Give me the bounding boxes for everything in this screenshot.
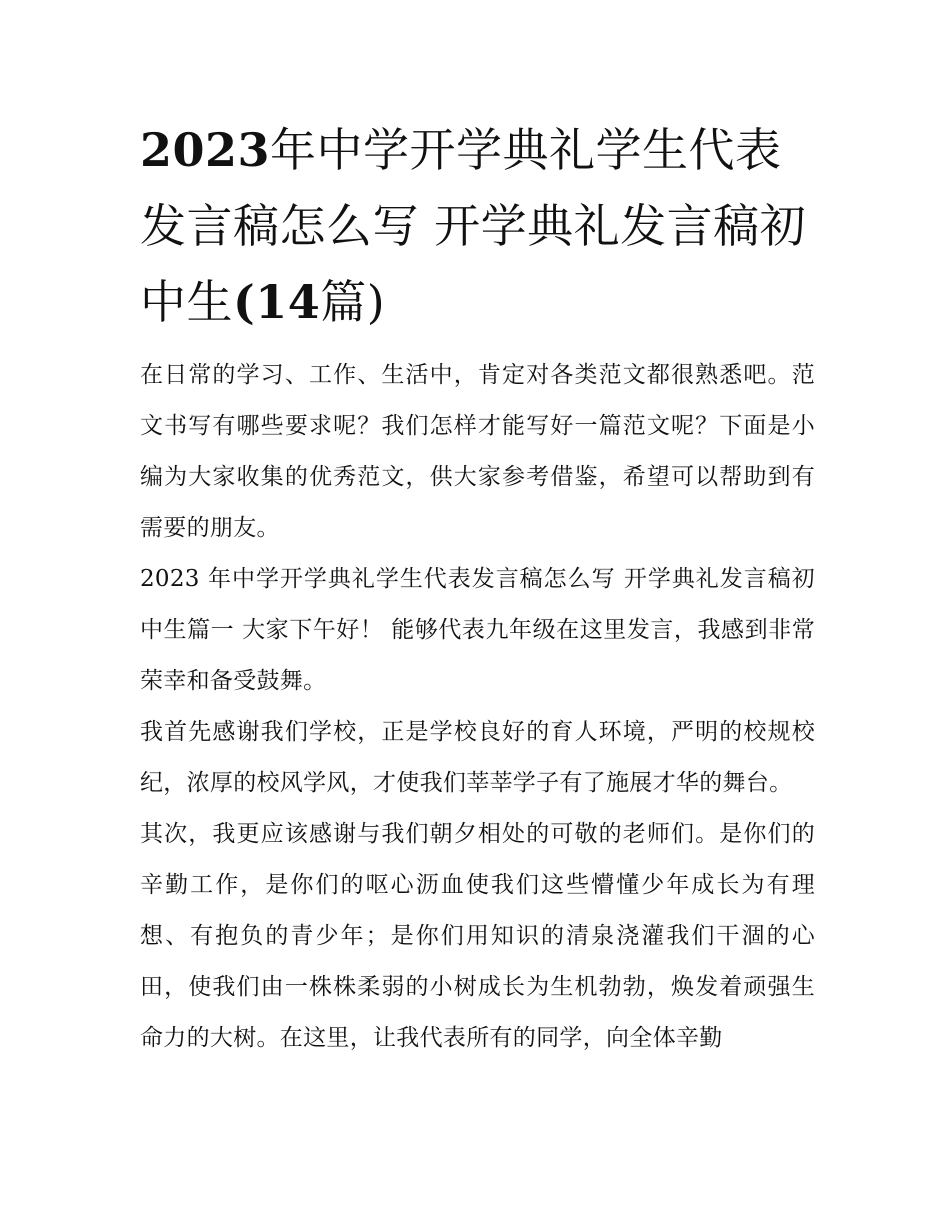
- title-text: 年中学开学典礼学生代表发言稿怎么写 开学典礼发言稿初中生: [140, 123, 807, 329]
- document-content: [140, 112, 815, 1064]
- thanks-school-paragraph: 我首先感谢我们学校，正是学校良好的育人环境，严明的校规校纪，浓厚的校风学风，才使我们莘莘学子有了施展才华的舞台。: [140, 719, 815, 796]
- title-year: 2023: [140, 123, 271, 177]
- thanks-teachers-paragraph: 其次，我更应该感谢与我们朝夕相处的可敬的老师们。是你们的辛勤工作，是你们的呕心沥血使我们这些懵懂少年成长为有理想、有抱负的青少年；是你们用知识的清泉浇灌我们干涸的心田，使我们由一株株柔弱的小树成长为生机勃勃，焕发着顽强生命力的大树。在这里，让我代表所有的同学，向全体辛勤: [140, 821, 815, 1051]
- intro-paragraph: 在日常的学习、工作、生活中，肯定对各类范文都很熟悉吧。范文书写有哪些要求呢？我们怎样才能写好一篇范文呢？下面是小编为大家收集的优秀范文，供大家参考借鉴，希望可以帮助到有需要的朋友。: [140, 362, 815, 541]
- title-count: (14: [233, 275, 321, 329]
- title-suffix: 篇): [320, 275, 386, 329]
- speech-heading-paragraph: 2023 年中学开学典礼学生代表发言稿怎么写 开学典礼发言稿初中生篇一 大家下午好！ 能够代表九年级在这里发言，我感到非常荣幸和备受鼓舞。: [140, 566, 815, 694]
- document-title: [140, 112, 815, 340]
